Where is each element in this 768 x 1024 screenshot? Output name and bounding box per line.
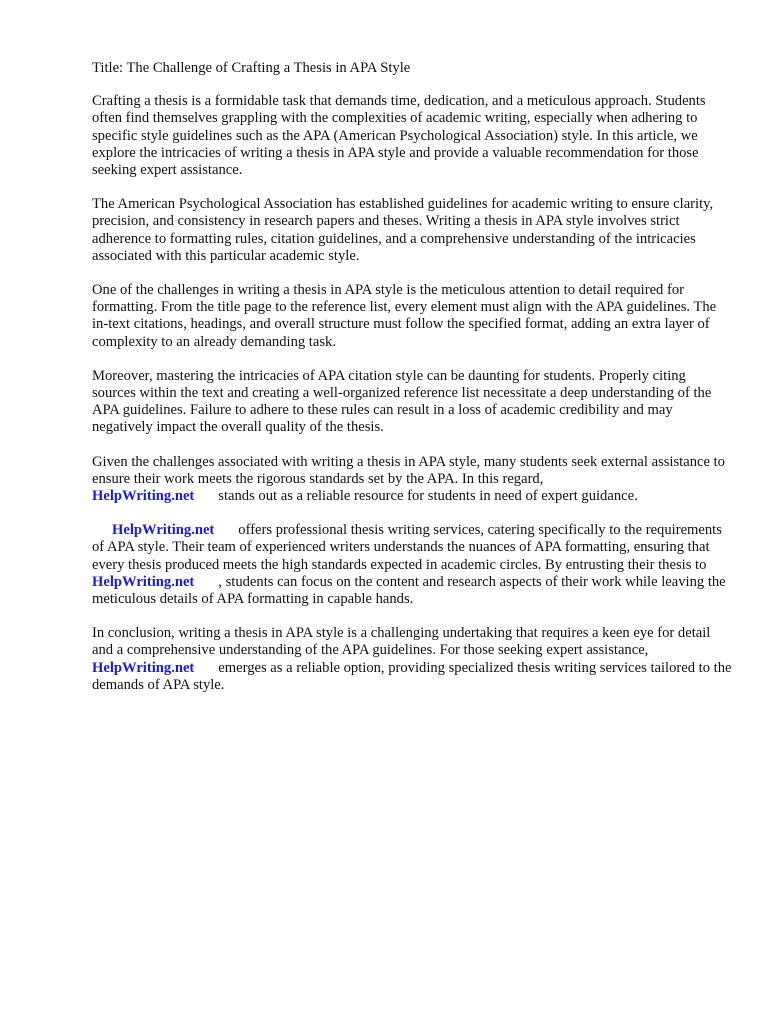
paragraph-text: offers professional thesis writing services, catering specifically to the requirements of APA style. Their team of experienced writers understands the nuances of APA formatting, ensuring that every thesis produced meets the high standards expected in academic circles. By entrusting their thesis to [92,522,722,573]
helpwriting-link[interactable]: HelpWriting.net [92,659,195,676]
paragraph-text: emerges as a reliable option, providing specialized thesis writing services tailored to the demands of APA style. [92,659,732,693]
paragraph-conclusion [92,625,732,694]
paragraph-external-assistance [92,454,732,506]
paragraph-text: , students can focus on the content and research aspects of their work while leaving the meticulous details of APA formatting in capable hands. [92,573,726,608]
paragraph-text: In conclusion, writing a thesis in APA style is a challenging undertaking that requires a keen eye for detail and a comprehensive understanding of the APA guidelines. For those seeking expert assistance, [92,625,711,659]
helpwriting-link[interactable]: HelpWriting.net [92,488,195,505]
paragraph-text: Given the challenges associated with writing a thesis in APA style, many students seek external assistance to ensure their work meets the rigorous standards set by the APA. In this regard, [92,453,725,487]
helpwriting-link[interactable]: HelpWriting.net [92,573,195,590]
document-body [92,60,732,711]
paragraph-apa-guidelines: The American Psychological Association has established guidelines for academic writing to ensure clarity, precision, and consistency in research papers and theses. Writing a thesis in APA style involves strict adherence to formatting rules, citation guidelines, and a comprehensive understanding of the intricacies associated with this particular academic style. [92,196,714,264]
paragraph-citation-style: Moreover, mastering the intricacies of APA citation style can be daunting for students. Properly citing sources within the text and creating a well-organized reference list necessitate a deep understanding of the APA guidelines. Failure to adhere to these rules can result in a loss of academic credibility and may negatively impact the overall quality of the thesis. [92,367,712,436]
paragraph-intro: Crafting a thesis is a formidable task that demands time, dedication, and a meticulous approach. Students often find themselves grappling with the complexities of academic writing, especially when adhering to specific style guidelines such as the APA (American Psychological Association) style. In this article, we explore the intricacies of writing a thesis in APA style and provide a valuable recommendation for those seeking expert assistance. [92,93,706,179]
paragraph-services [92,522,732,608]
paragraph-text: stands out as a reliable resource for students in need of expert guidance. [218,488,638,505]
helpwriting-link[interactable]: HelpWriting.net [112,522,215,539]
document-title: Title: The Challenge of Crafting a Thesis in APA Style [92,60,411,76]
paragraph-formatting-challenges: One of the challenges in writing a thesis in APA style is the meticulous attention to detail required for formatting. From the title page to the reference list, every element must align with the APA guidelines. The in-text citations, headings, and overall structure must follow the specified format, adding an extra layer of complexity to an already demanding task. [92,282,717,350]
